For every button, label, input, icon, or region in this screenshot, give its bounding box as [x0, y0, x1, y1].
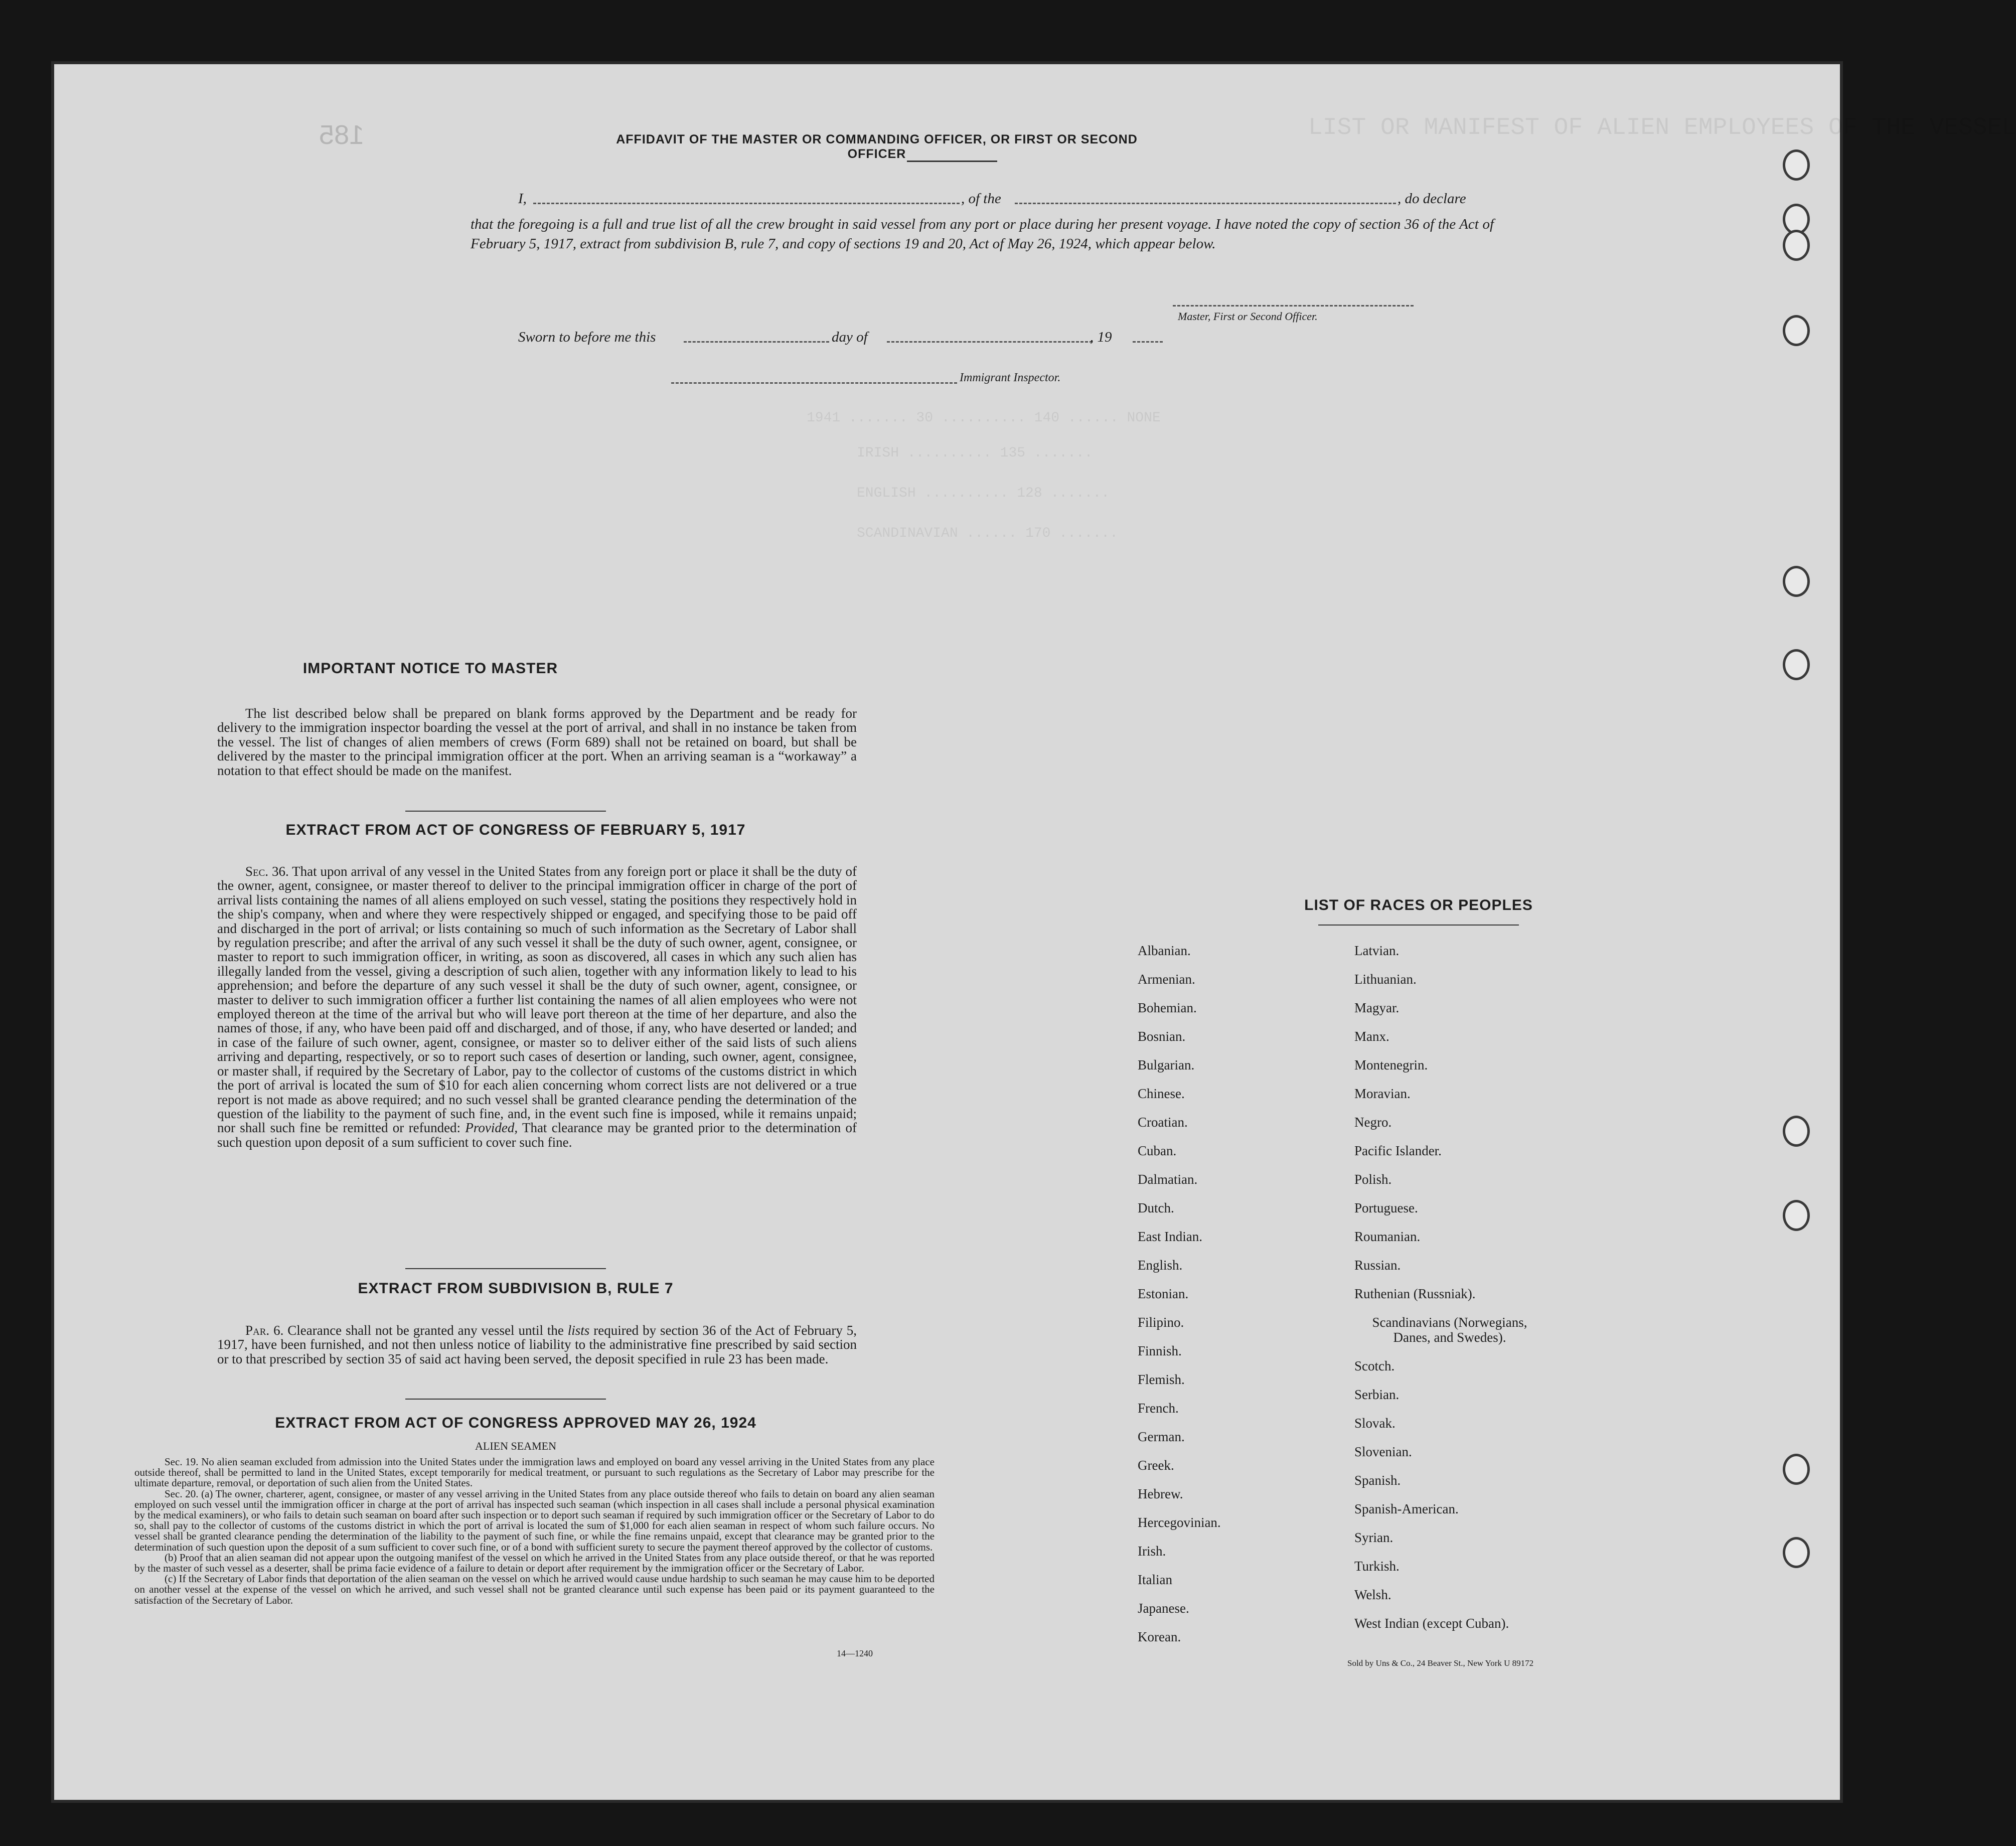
affidavit-do-declare: , do declare	[1398, 191, 1466, 207]
section-rule	[405, 1399, 606, 1400]
extract-rule7-title: EXTRACT FROM SUBDIVISION B, RULE 7	[358, 1280, 674, 1297]
extract-1917-title: EXTRACT FROM ACT OF CONGRESS OF FEBRUARY 5, 1917	[285, 822, 746, 838]
race-item: East Indian.	[1138, 1229, 1202, 1244]
race-item: Japanese.	[1138, 1601, 1189, 1616]
race-item: Irish.	[1138, 1544, 1166, 1559]
race-item: German.	[1138, 1429, 1185, 1444]
extract-1924-body	[134, 1457, 935, 1606]
race-item: Lithuanian.	[1354, 972, 1417, 987]
binder-hole-icon	[1783, 230, 1810, 261]
printer-note: Sold by Uns & Co., 24 Beaver St., New York U 89172	[1347, 1658, 1534, 1668]
provided-word: Provided,	[465, 1120, 518, 1136]
race-item: French.	[1138, 1401, 1179, 1416]
binder-hole-icon	[1783, 315, 1810, 346]
race-item: Ruthenian (Russniak).	[1354, 1286, 1476, 1301]
races-title: LIST OF RACES OR PEOPLES	[1304, 897, 1533, 913]
race-item: Serbian.	[1354, 1387, 1400, 1402]
race-item: Chinese.	[1138, 1086, 1185, 1101]
race-item: Spanish-American.	[1354, 1501, 1459, 1516]
race-item: Hercegovinian.	[1138, 1515, 1221, 1530]
sworn-month-line	[887, 341, 1093, 343]
page-number: 185	[319, 120, 365, 150]
alien-seamen-subtitle: ALIEN SEAMEN	[475, 1440, 556, 1452]
extract-1924-title: EXTRACT FROM ACT OF CONGRESS APPROVED MAY 26, 1924	[275, 1415, 756, 1431]
race-item: Latvian.	[1354, 943, 1400, 958]
sec-20c-text: (c) If the Secretary of Labor finds that deportation of the alien seaman on the vessel on which he arrived would cause undue hardship to such seaman he may cause him to be deported on another vessel at the expense of the vessel on which he arrived, and such vessel shall not be granted clearance until such expense has been paid or its payment guaranteed to the satisfaction of the Secretary of Labor.	[134, 1573, 935, 1606]
race-item: Finnish.	[1138, 1343, 1182, 1358]
race-item: Negro.	[1354, 1115, 1392, 1130]
sworn-label: Sworn to before me this	[518, 329, 656, 345]
affidavit-i-label: I,	[518, 191, 527, 207]
master-signature-line	[1173, 305, 1414, 306]
race-item: Cuban.	[1138, 1143, 1177, 1158]
race-item: Italian	[1138, 1572, 1172, 1587]
bleed-through-row: 1941 ....... 30 .......... 140 ...... NONE	[807, 410, 1161, 426]
binder-hole-icon	[1783, 1454, 1810, 1485]
sec-36-label: Sec. 36.	[245, 864, 289, 879]
race-item: Polish.	[1354, 1172, 1392, 1187]
extract-rule7-body	[217, 1323, 857, 1366]
affidavit-of-the: , of the	[961, 191, 1001, 207]
notice-title: IMPORTANT NOTICE TO MASTER	[302, 660, 558, 677]
notice-body: The list described below shall be prepared on blank forms approved by the Department and be ready for delivery to the immigration inspector boarding the vessel at the port of arrival, and shall in no instance be taken from the vessel. The list of changes of alien members of crews (Form 689) shall not be retained on board, but shall be delivered by the master to the principal immigration officer at the port. When an arriving seaman is a “workaway” a notation to that effect should be made on the manifest.	[217, 706, 857, 778]
race-item: Manx.	[1354, 1029, 1389, 1044]
sec-20b-text: (b) Proof that an alien seaman did not appear upon the outgoing manifest of the vessel on which he arrived in the United States from any place outside thereof, or that he was reported by the master of such vessel as a deserter, shall be prima facie evidence of a failure to detain or deport after requirement by the immigration officer or the Secretary of Labor.	[134, 1551, 935, 1575]
section-rule	[405, 811, 606, 812]
race-item: English.	[1138, 1258, 1183, 1273]
sworn-year-line	[1133, 341, 1163, 343]
race-item: Estonian.	[1138, 1286, 1189, 1301]
race-item: Russian.	[1354, 1258, 1401, 1273]
race-item: Scandinavians (Norwegians, Danes, and Swedes).	[1372, 1315, 1527, 1345]
inspector-label: Immigrant Inspector.	[960, 371, 1061, 384]
race-item: Greek.	[1138, 1458, 1174, 1473]
bleed-through-row: ENGLISH .......... 128 .......	[857, 486, 1110, 501]
par-6-label: Par. 6.	[245, 1323, 284, 1338]
race-item: Bulgarian.	[1138, 1057, 1195, 1072]
binder-hole-icon	[1783, 1116, 1810, 1147]
race-item: Welsh.	[1354, 1587, 1391, 1602]
name-line	[533, 203, 960, 204]
extract-1917-body	[217, 864, 857, 1149]
bleed-through-row: SCANDINAVIAN ...... 170 .......	[857, 526, 1118, 541]
race-item: Bosnian.	[1138, 1029, 1186, 1044]
binder-hole-icon	[1783, 1200, 1810, 1231]
race-item: Hebrew.	[1138, 1486, 1183, 1501]
race-item: Bohemian.	[1138, 1000, 1197, 1015]
form-number: 14—1240	[837, 1648, 873, 1658]
master-signature-label: Master, First or Second Officer.	[1178, 310, 1318, 323]
race-item: Montenegrin.	[1354, 1057, 1428, 1072]
race-item: Flemish.	[1138, 1372, 1185, 1387]
title-rule	[907, 161, 997, 162]
race-item: Spanish.	[1354, 1473, 1401, 1488]
binder-hole-icon	[1783, 649, 1810, 680]
affidavit-title: AFFIDAVIT OF THE MASTER OR COMMANDING OFFICER, OR FIRST OR SECOND OFFICER	[616, 132, 1138, 161]
sec-36-text: That upon arrival of any vessel in the United States from any foreign port or place it shall be the duty of the owner, agent, consignee, or master thereof to deliver to the principal immigration officer in charge of the port of arrival lists containing the names of all aliens employed on such vessel, stating the positions they respectively hold in the ship's company, when and where they were respectively shipped or engaged, and specifying those to be paid off and discharged in the port of arrival; or lists containing so much of such information as the Secretary of Labor shall by regulation prescribe; and after the arrival of any such vessel it shall be the duty of such owner, agent, consignee, or master to report to such immigration officer, in writing, as soon as discovered, all cases in which any such alien has illegally landed from the vessel, giving a description of such alien, together with any information likely to lead to his apprehension; and before the departure of any such vessel it shall be the duty of such owner, agent, consignee, or master to deliver to such immigration officer a further list containing the names of all alien employees who were not employed thereon at the time of the arrival but who will leave port thereon at the time of her departure, and also the names of those, if any, who have been paid off and discharged, and of those, if any, who have deserted or landed; and in case of the failure of such owner, agent, consignee, or master so to deliver either of the said lists of such aliens arriving and departing, respectively, or so to report such cases of desertion or landing, such owner, agent, consignee, or master shall, if required by the Secretary of Labor, pay to the collector of customs of the customs district in which the port of arrival is located the sum of $10 for each alien concerning whom correct lists are not delivered or a true report is not made as above required; and no such vessel shall be granted clearance pending the determination of the question of the liability to the payment of such fine, and, in the event such fine is imposed, while it remains unpaid; nor shall such fine be remitted or refunded:	[217, 864, 857, 1136]
lists-word: lists	[567, 1323, 590, 1338]
race-item: Moravian.	[1354, 1086, 1411, 1101]
bleed-through-title: LIST OR MANIFEST OF ALIEN EMPLOYEES OF THE VESSEL	[1308, 114, 2016, 141]
race-item: Korean.	[1138, 1629, 1181, 1644]
race-item: Filipino.	[1138, 1315, 1184, 1330]
binder-hole-icon	[1783, 1537, 1810, 1568]
vessel-line	[1015, 203, 1396, 204]
race-item: Dutch.	[1138, 1200, 1174, 1215]
race-item: Slovak.	[1354, 1416, 1395, 1431]
sworn-day-line	[684, 341, 829, 343]
sec-36-tail: That clearance may be granted prior to the determination of such question upon deposit of a sum sufficient to cover such fine.	[217, 1120, 857, 1150]
race-item: Portuguese.	[1354, 1200, 1418, 1215]
races-rule	[1318, 925, 1519, 926]
sec-19-text: Sec. 19. No alien seaman excluded from admission into the United States under the immigration laws and employed on board any vessel arriving in the United States from any place outside thereof, shall be permitted to land in the United States, except temporarily for medical treatment, or pursuant to such regulations as the Secretary of Labor may prescribe for the ultimate departure, removal, or deportation of such alien from the United States.	[134, 1456, 935, 1489]
bleed-through-row: IRISH .......... 135 .......	[857, 445, 1093, 461]
race-item: Syrian.	[1354, 1530, 1393, 1545]
race-item: Roumanian.	[1354, 1229, 1421, 1244]
race-item: Croatian.	[1138, 1115, 1188, 1130]
binder-hole-icon	[1783, 149, 1810, 181]
race-item: Albanian.	[1138, 943, 1191, 958]
document-sheet	[54, 64, 2016, 1800]
race-item: Scotch.	[1354, 1358, 1395, 1373]
par-6-text-a: Clearance shall not be granted any vessel until the	[287, 1323, 564, 1338]
year-label: , 19	[1090, 329, 1112, 345]
race-item: Armenian.	[1138, 972, 1195, 987]
affidavit-body: that the foregoing is a full and true list of all the crew brought in said vessel from any port or place during her present voyage. I have noted the copy of section 36 of the Act of February 5, 1917, extract from subdivision B, rule 7, and copy of sections 19 and 20, Act of May 26, 1924, which appear below.	[471, 216, 1494, 252]
day-of-label: day of	[832, 329, 868, 345]
race-item: Pacific Islander.	[1354, 1143, 1442, 1158]
binder-hole-icon	[1783, 566, 1810, 597]
inspector-signature-line	[671, 382, 957, 384]
race-item: West Indian (except Cuban).	[1354, 1616, 1509, 1631]
par-6-text-b: required by section 36 of the Act of February 5, 1917, have been furnished, and not then unless notice of liability to the administrative fine prescribed by said section or to that prescribed by section 35 of said act having been served, the deposit specified in rule 23 has been made.	[217, 1323, 857, 1366]
race-item: Magyar.	[1354, 1000, 1400, 1015]
race-item: Slovenian.	[1354, 1444, 1412, 1459]
section-rule	[405, 1268, 606, 1269]
race-item: Dalmatian.	[1138, 1172, 1198, 1187]
sec-20a-text: Sec. 20. (a) The owner, charterer, agent, consignee, or master of any vessel arriving in the United States from any place outside thereof who fails to detain on board any alien seaman employed on such vessel until the immigration officer in charge at the port of arrival has inspected such seaman (which inspection in all cases shall include a personal physical examination by the medical examiners), or who fails to detain such seaman on board after such inspection or to deport such seaman if required by such immigration officer or the Secretary of Labor to do so, shall pay to the collector of customs of the customs district in which the port of arrival is located the sum of $1,000 for each alien seaman in respect of whom such failure occurs. No vessel shall be granted clearance pending the determination of the liability to the payment of such fine, or while the fine remains unpaid, except that clearance may be granted prior to the determination of such question upon the deposit of a sum sufficient to cover such fine, or of a bond with sufficient surety to secure the payment thereof approved by the collector of customs.	[134, 1487, 935, 1553]
race-item: Turkish.	[1354, 1559, 1400, 1574]
